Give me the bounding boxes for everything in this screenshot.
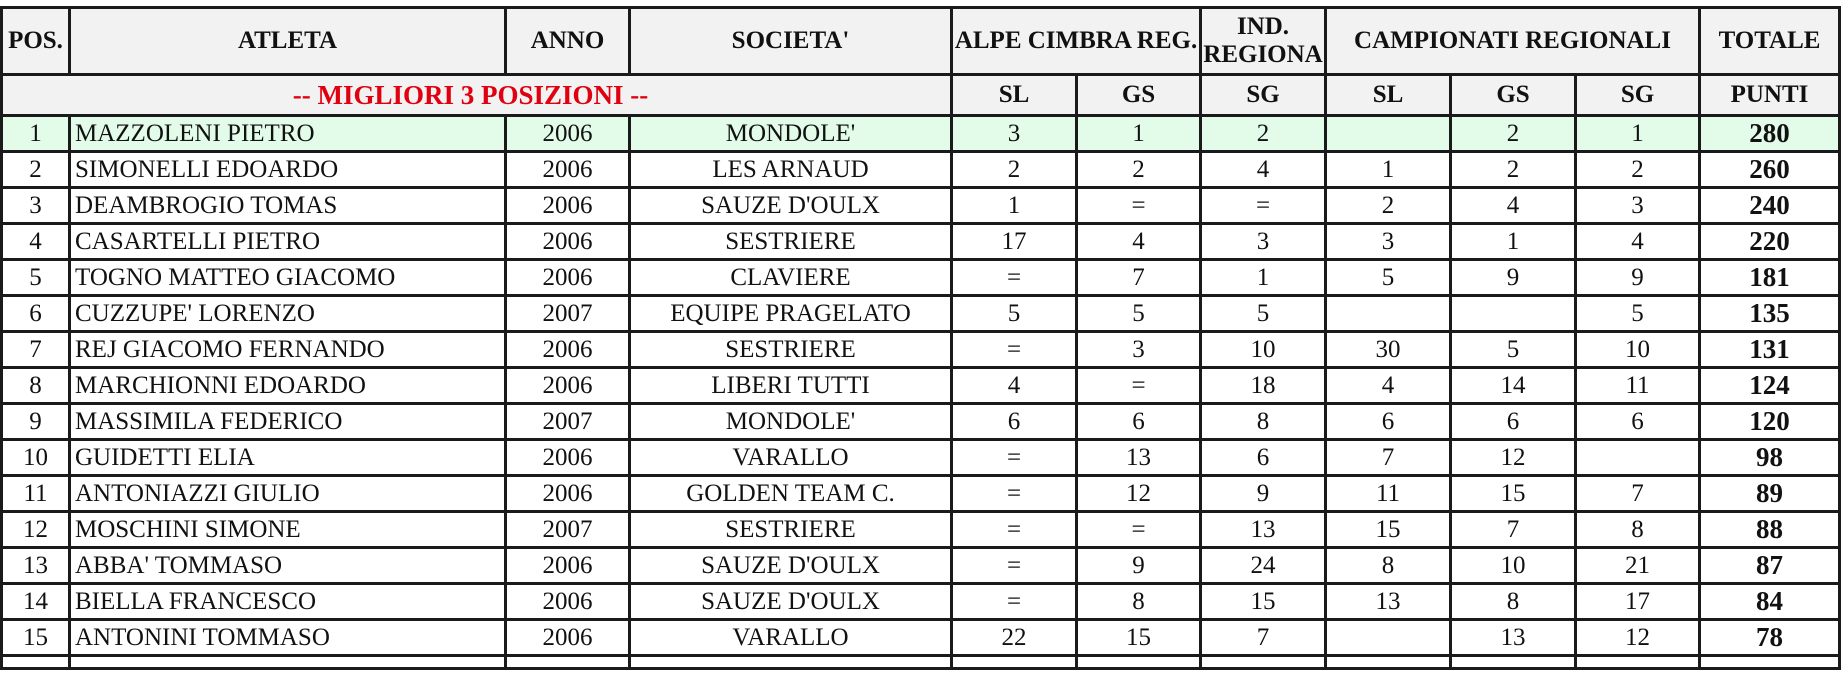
header-pos: POS.: [2, 8, 70, 75]
cell-year: 2006: [506, 116, 630, 152]
cell-cr-sg: 17: [1576, 584, 1700, 620]
cell-cr-sl: 4: [1326, 368, 1451, 404]
cell-cr-sg: 12: [1576, 620, 1700, 656]
cell-cr-sg: 11: [1576, 368, 1700, 404]
cell-pos: 3: [2, 188, 70, 224]
cell-pos: 10: [2, 440, 70, 476]
cell-cr-gs: 5: [1451, 332, 1576, 368]
table-row: [2, 512, 1840, 548]
cell-ac-gs: 3: [1077, 332, 1201, 368]
cell-ac-gs: 5: [1077, 296, 1201, 332]
cell-club: LES ARNAUD: [630, 152, 952, 188]
subheader-punti: PUNTI: [1700, 75, 1840, 116]
cell-ind-sg: 4: [1201, 152, 1326, 188]
cell-pos: 15: [2, 620, 70, 656]
cell-pos: 7: [2, 332, 70, 368]
cell-athlete: GUIDETTI ELIA: [70, 440, 506, 476]
cell-pos: 2: [2, 152, 70, 188]
cell-ac-sl: =: [952, 332, 1077, 368]
cell-year: 2006: [506, 368, 630, 404]
cell-cr-gs: 12: [1451, 440, 1576, 476]
cell-year: 2006: [506, 476, 630, 512]
cell-ac-sl: =: [952, 476, 1077, 512]
cell-ac-gs: 8: [1077, 584, 1201, 620]
cell-ac-gs: =: [1077, 512, 1201, 548]
cell-cr-sl: 3: [1326, 224, 1451, 260]
cell-cr-gs: [1451, 296, 1576, 332]
cell-total: 131: [1700, 332, 1840, 368]
cell-ac-gs: 1: [1077, 116, 1201, 152]
cell-ac-sl: 1: [952, 188, 1077, 224]
table-row: [2, 224, 1840, 260]
cell-athlete: TOGNO MATTEO GIACOMO: [70, 260, 506, 296]
cell-ind-sg: 6: [1201, 440, 1326, 476]
cell-year: 2006: [506, 152, 630, 188]
cell-athlete: MOSCHINI SIMONE: [70, 512, 506, 548]
cell-ac-sl: =: [952, 260, 1077, 296]
cell-ac-sl: =: [952, 440, 1077, 476]
cell-cr-sl: 6: [1326, 404, 1451, 440]
cell-total: 181: [1700, 260, 1840, 296]
cell-ac-gs: 4: [1077, 224, 1201, 260]
cell-total: 120: [1700, 404, 1840, 440]
cell-club: VARALLO: [630, 620, 952, 656]
cell-ind-sg: 9: [1201, 476, 1326, 512]
cell-ac-gs: =: [1077, 368, 1201, 404]
cell-athlete: MAZZOLENI PIETRO: [70, 116, 506, 152]
cell-cr-sg: [1576, 440, 1700, 476]
cell-cr-sl: [1326, 116, 1451, 152]
cell-athlete: ANTONINI TOMMASO: [70, 620, 506, 656]
cell-athlete: SIMONELLI EDOARDO: [70, 152, 506, 188]
cell-cr-sl: 7: [1326, 440, 1451, 476]
table-row: [2, 368, 1840, 404]
cell-cr-gs: 7: [1451, 512, 1576, 548]
cell-ind-sg: 15: [1201, 584, 1326, 620]
standings-table: [0, 6, 1841, 670]
cell-ac-gs: =: [1077, 188, 1201, 224]
cell-year: 2006: [506, 548, 630, 584]
cell-ind-sg: 18: [1201, 368, 1326, 404]
cell-cr-sg: 5: [1576, 296, 1700, 332]
cell-ind-sg: 24: [1201, 548, 1326, 584]
cell-ac-sl: 3: [952, 116, 1077, 152]
table-row-partial: [2, 656, 1840, 669]
cell-pos: 14: [2, 584, 70, 620]
header-ind-regiona: IND. REGIONA: [1201, 8, 1326, 75]
cell-year: 2006: [506, 584, 630, 620]
cell-ac-gs: 7: [1077, 260, 1201, 296]
cell-cr-gs: 13: [1451, 620, 1576, 656]
cell-club: LIBERI TUTTI: [630, 368, 952, 404]
table-row: [2, 260, 1840, 296]
cell-year: 2007: [506, 296, 630, 332]
cell-year: 2007: [506, 512, 630, 548]
header-anno: ANNO: [506, 8, 630, 75]
best-3-banner: -- MIGLIORI 3 POSIZIONI --: [2, 75, 952, 116]
cell-athlete: BIELLA FRANCESCO: [70, 584, 506, 620]
cell-ac-sl: 2: [952, 152, 1077, 188]
header-row: [2, 8, 1840, 75]
table-row: [2, 188, 1840, 224]
table-row: [2, 404, 1840, 440]
cell-pos: 8: [2, 368, 70, 404]
table-row: [2, 440, 1840, 476]
cell-total: 89: [1700, 476, 1840, 512]
cell-club: SAUZE D'OULX: [630, 548, 952, 584]
cell-pos: 13: [2, 548, 70, 584]
cell-cr-sl: [1326, 620, 1451, 656]
cell-cr-sg: 9: [1576, 260, 1700, 296]
cell-cr-gs: 10: [1451, 548, 1576, 584]
cell-cr-gs: 6: [1451, 404, 1576, 440]
cell-ac-sl: 4: [952, 368, 1077, 404]
cell-total: 78: [1700, 620, 1840, 656]
header-totale: TOTALE: [1700, 8, 1840, 75]
cell-pos: 1: [2, 116, 70, 152]
cell-pos: 6: [2, 296, 70, 332]
cell-cr-sg: 10: [1576, 332, 1700, 368]
cell-ind-sg: 7: [1201, 620, 1326, 656]
cell-year: 2006: [506, 440, 630, 476]
cell-total: 220: [1700, 224, 1840, 260]
cell-club: SAUZE D'OULX: [630, 188, 952, 224]
cell-ac-gs: 15: [1077, 620, 1201, 656]
table-row: [2, 116, 1840, 152]
header-alpe-cimbra: ALPE CIMBRA REG.: [952, 8, 1201, 75]
table-row: [2, 296, 1840, 332]
cell-athlete: MASSIMILA FEDERICO: [70, 404, 506, 440]
cell-total: 240: [1700, 188, 1840, 224]
cell-cr-gs: 9: [1451, 260, 1576, 296]
table-row: [2, 620, 1840, 656]
cell-pos: 9: [2, 404, 70, 440]
subheader-sg: SG: [1201, 75, 1326, 116]
cell-cr-sl: 8: [1326, 548, 1451, 584]
header-atleta: ATLETA: [70, 8, 506, 75]
cell-cr-sg: 8: [1576, 512, 1700, 548]
cell-cr-gs: 15: [1451, 476, 1576, 512]
cell-athlete: DEAMBROGIO TOMAS: [70, 188, 506, 224]
cell-cr-sg: 3: [1576, 188, 1700, 224]
cell-ac-gs: 13: [1077, 440, 1201, 476]
cell-ind-sg: =: [1201, 188, 1326, 224]
cell-total: 98: [1700, 440, 1840, 476]
cell-ac-gs: 9: [1077, 548, 1201, 584]
cell-year: 2006: [506, 620, 630, 656]
cell-ind-sg: 5: [1201, 296, 1326, 332]
cell-ac-sl: 5: [952, 296, 1077, 332]
cell-ind-sg: 2: [1201, 116, 1326, 152]
cell-athlete: ABBA' TOMMASO: [70, 548, 506, 584]
cell-year: 2007: [506, 404, 630, 440]
cell-cr-gs: 4: [1451, 188, 1576, 224]
subheader-sl: SL: [1326, 75, 1451, 116]
header-campionati-regionali: CAMPIONATI REGIONALI: [1326, 8, 1700, 75]
cell-total: 84: [1700, 584, 1840, 620]
cell-cr-gs: 8: [1451, 584, 1576, 620]
cell-ac-sl: 17: [952, 224, 1077, 260]
cell-cr-sl: 13: [1326, 584, 1451, 620]
cell-ac-gs: 6: [1077, 404, 1201, 440]
table-row: [2, 476, 1840, 512]
cell-cr-gs: 1: [1451, 224, 1576, 260]
cell-total: 280: [1700, 116, 1840, 152]
cell-club: MONDOLE': [630, 116, 952, 152]
cell-club: SESTRIERE: [630, 512, 952, 548]
table-row: [2, 332, 1840, 368]
cell-club: SESTRIERE: [630, 224, 952, 260]
cell-ind-sg: 10: [1201, 332, 1326, 368]
cell-cr-sl: 2: [1326, 188, 1451, 224]
cell-cr-sl: 30: [1326, 332, 1451, 368]
cell-ac-sl: =: [952, 512, 1077, 548]
cell-cr-sl: 11: [1326, 476, 1451, 512]
cell-club: MONDOLE': [630, 404, 952, 440]
cell-total: 260: [1700, 152, 1840, 188]
cell-ind-sg: 1: [1201, 260, 1326, 296]
header-societa: SOCIETA': [630, 8, 952, 75]
table-row: [2, 548, 1840, 584]
cell-total: 88: [1700, 512, 1840, 548]
cell-cr-gs: 2: [1451, 152, 1576, 188]
cell-club: CLAVIERE: [630, 260, 952, 296]
cell-cr-sg: 4: [1576, 224, 1700, 260]
cell-ac-gs: 2: [1077, 152, 1201, 188]
cell-athlete: CUZZUPE' LORENZO: [70, 296, 506, 332]
cell-club: VARALLO: [630, 440, 952, 476]
table-row: [2, 152, 1840, 188]
subheader-sg: SG: [1576, 75, 1700, 116]
cell-year: 2006: [506, 224, 630, 260]
cell-cr-sl: 1: [1326, 152, 1451, 188]
cell-cr-sg: 21: [1576, 548, 1700, 584]
cell-club: EQUIPE PRAGELATO: [630, 296, 952, 332]
subheader-gs: GS: [1077, 75, 1201, 116]
cell-total: 124: [1700, 368, 1840, 404]
cell-cr-sg: 7: [1576, 476, 1700, 512]
cell-year: 2006: [506, 260, 630, 296]
cell-athlete: ANTONIAZZI GIULIO: [70, 476, 506, 512]
cell-club: SAUZE D'OULX: [630, 584, 952, 620]
cell-pos: 4: [2, 224, 70, 260]
cell-ind-sg: 3: [1201, 224, 1326, 260]
cell-ind-sg: 8: [1201, 404, 1326, 440]
cell-club: GOLDEN TEAM C.: [630, 476, 952, 512]
cell-pos: 12: [2, 512, 70, 548]
cell-pos: 5: [2, 260, 70, 296]
cell-total: 87: [1700, 548, 1840, 584]
subheader-gs: GS: [1451, 75, 1576, 116]
cell-athlete: REJ GIACOMO FERNANDO: [70, 332, 506, 368]
cell-year: 2006: [506, 188, 630, 224]
cell-cr-sg: 1: [1576, 116, 1700, 152]
cell-athlete: CASARTELLI PIETRO: [70, 224, 506, 260]
subheader-sl: SL: [952, 75, 1077, 116]
cell-cr-sl: 15: [1326, 512, 1451, 548]
cell-ac-gs: 12: [1077, 476, 1201, 512]
cell-pos: 11: [2, 476, 70, 512]
cell-cr-sl: 5: [1326, 260, 1451, 296]
table-row: [2, 584, 1840, 620]
cell-ac-sl: =: [952, 584, 1077, 620]
cell-ac-sl: 6: [952, 404, 1077, 440]
cell-total: 135: [1700, 296, 1840, 332]
cell-cr-gs: 14: [1451, 368, 1576, 404]
cell-ind-sg: 13: [1201, 512, 1326, 548]
cell-cr-gs: 2: [1451, 116, 1576, 152]
cell-club: SESTRIERE: [630, 332, 952, 368]
cell-ac-sl: =: [952, 548, 1077, 584]
cell-cr-sl: [1326, 296, 1451, 332]
cell-cr-sg: 6: [1576, 404, 1700, 440]
subheader-row: [2, 75, 1840, 116]
cell-ac-sl: 22: [952, 620, 1077, 656]
cell-cr-sg: 2: [1576, 152, 1700, 188]
cell-athlete: MARCHIONNI EDOARDO: [70, 368, 506, 404]
cell-year: 2006: [506, 332, 630, 368]
